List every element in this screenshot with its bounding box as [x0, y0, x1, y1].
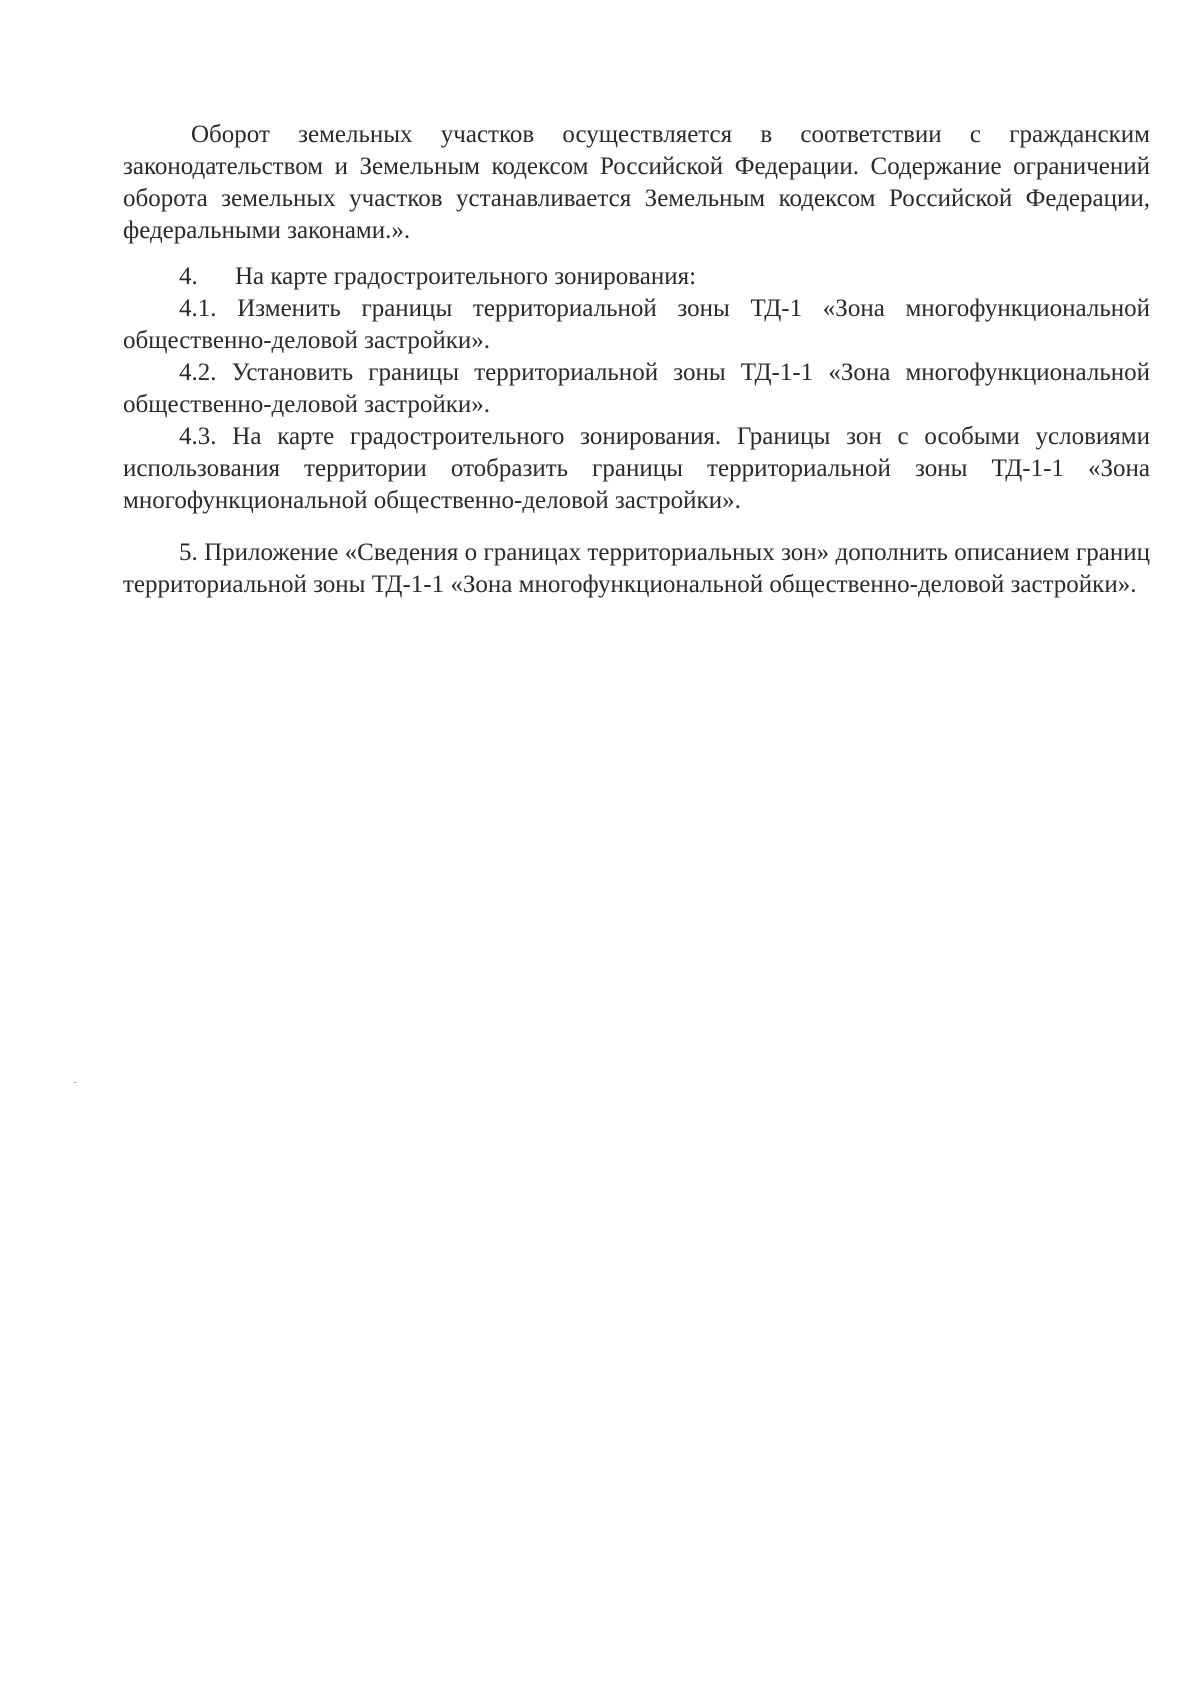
paragraph-item-4-3: 4.3. На карте градостроительного зонирования. Границы зон с особыми условиями использования территории отобразить границы территориальной зоны ТД-1-1 «Зона многофункциональной общественно-деловой застройки». [123, 423, 1150, 514]
paragraph-land-turnover: Оборот земельных участков осуществляется в соответствии с гражданским законодательством и Земельным кодексом Российской Федерации. Содержание ограничений оборота земельных участков устанавливается Земельным кодексом Российской Федерации, федеральными законами.». [123, 121, 1150, 244]
item-4-number: 4. [179, 263, 198, 290]
spacer [123, 517, 1150, 537]
paragraph-item-4 [123, 261, 1150, 293]
document-body [123, 119, 1150, 601]
item-4-text: На карте градостроительного зонирования: [235, 263, 697, 290]
paragraph-item-5: 5. Приложение «Сведения о границах территориальных зон» дополнить описанием границ территориальной зоны ТД-1-1 «Зона многофункциональной общественно-деловой застройки». [123, 539, 1150, 598]
scan-speck [74, 1082, 76, 1083]
paragraph-item-4-2: 4.2. Установить границы территориальной зоны ТД-1-1 «Зона многофункциональной общественно-деловой застройки». [123, 359, 1150, 418]
paragraph-item-4-1: 4.1. Изменить границы территориальной зоны ТД-1 «Зона многофункциональной общественно-деловой застройки». [123, 295, 1150, 354]
spacer [123, 247, 1150, 261]
